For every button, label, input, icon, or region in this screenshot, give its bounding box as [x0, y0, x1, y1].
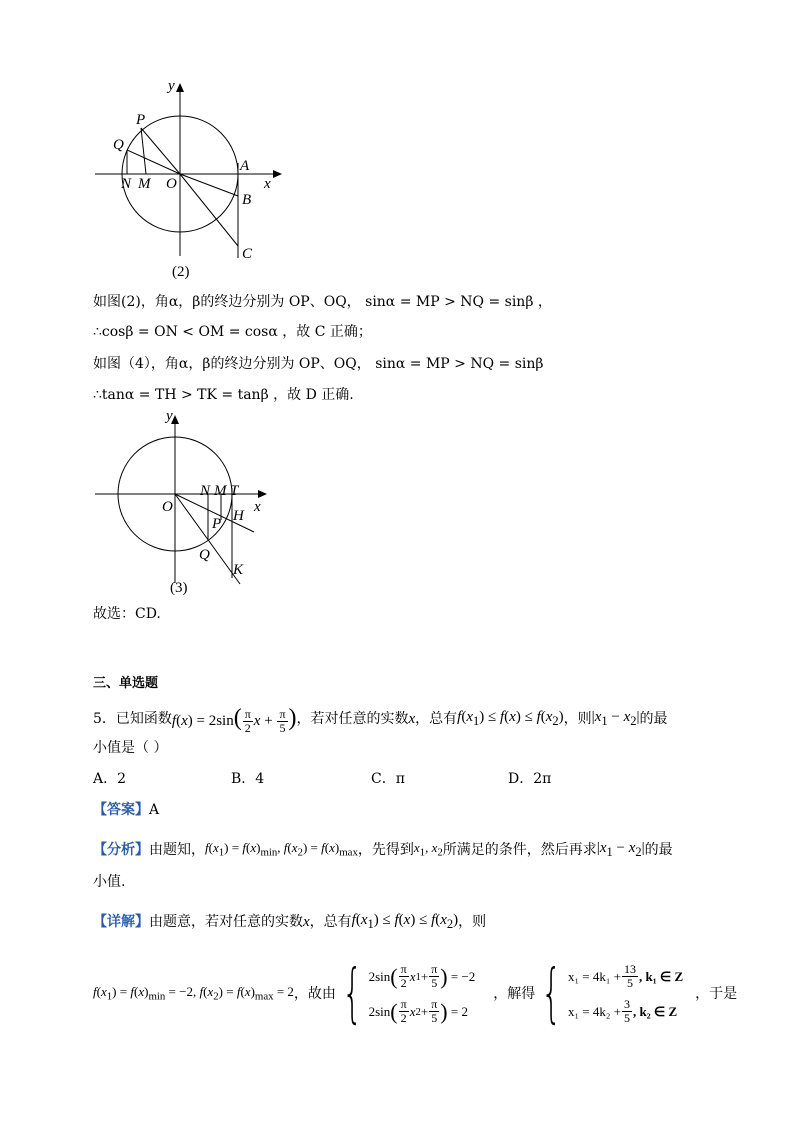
q5-line-1: [93, 700, 668, 738]
y-axis-arrow: [176, 83, 184, 92]
text-line-1: 如图(2)，角α，β的终边分别为 OP、OQ， sinα = MP > NQ = sinβ ，: [93, 294, 552, 310]
analysis-text-d: 的最: [644, 842, 673, 859]
label-k: K: [233, 562, 244, 578]
option-c: C．π: [371, 771, 405, 787]
label-x: x: [254, 499, 261, 515]
detail-tag: 【详解】: [93, 914, 149, 930]
option-a: A．2: [93, 771, 127, 787]
label-p: P: [212, 516, 222, 532]
label-y: y: [168, 78, 175, 94]
label-m: M: [138, 176, 151, 192]
seg-mp: [141, 128, 146, 174]
detail-text-b: ，总有: [309, 914, 352, 930]
answer-prev: 故选：CD.: [93, 606, 161, 622]
detail-text-e: ，解得: [493, 986, 536, 1002]
label-o: O: [162, 499, 173, 515]
q5-text-d: ，则: [563, 711, 592, 727]
system-1-eq-2: 2sin ( $\frac{\pi}{2}$ x 2 + $\frac{\pi}{5}$ ) = 2: [368, 997, 468, 1025]
label-a: A: [240, 158, 250, 174]
q5-text-b: ，若对任意的实数: [296, 711, 409, 727]
answer-line: [93, 800, 159, 820]
q5-inequality: $f(x_1) \le f(x) \le f(x_2)$: [457, 709, 564, 728]
system-1: [369, 963, 476, 1025]
q5-text-a: 5．已知函数: [93, 711, 172, 727]
q5-abs: $|x_1 - x_2|$: [591, 709, 640, 728]
text-line-2: ∴cosβ = ON < OM = cosα ，故 C 正确；: [93, 324, 372, 340]
detail-text-a: 由题意，若对任意的实数: [149, 914, 303, 930]
label-o: O: [166, 176, 177, 192]
detail-line-1: [93, 910, 486, 934]
figure-caption: (2): [172, 264, 190, 280]
text-line-4: ∴tanα = TH > TK = tanβ ，故 D 正确.: [93, 387, 354, 403]
q5-function: f(x) = 2sin( $\frac{\pi}{2}$ x + $\frac{\pi}{5}$ ): [171, 704, 297, 735]
system-2: [568, 963, 683, 1025]
q5-line-2: 小值是（ ）: [93, 740, 168, 756]
analysis-text-b: ，先得到: [357, 842, 414, 859]
label-c: C: [242, 246, 253, 262]
x-axis-arrow: [258, 490, 267, 498]
detail-line-2: [93, 952, 737, 1036]
section-title: 三、单选题: [93, 676, 159, 691]
detail-eq-left: $f(x_1) = f(x)_{min} = -2$, $f(x_2) = f(x)_{max} = 2$: [93, 983, 294, 1003]
label-n: N: [200, 483, 211, 499]
label-h: H: [233, 508, 244, 524]
option-d: D．2π: [508, 771, 552, 787]
label-p: P: [136, 112, 146, 128]
q5-text-e: 的最: [639, 711, 668, 727]
analysis-eq: $f(x_1) = f(x)_{min}$, $f(x_2) = f(x)_{max}$: [205, 840, 358, 859]
label-n: N: [121, 176, 132, 192]
analysis-line-1: [93, 838, 673, 863]
text-line-3: 如图（4），角α，β的终边分别为 OP、OQ， sinα = MP > NQ = sinβ: [93, 356, 544, 372]
detail-text-c: ，则: [458, 914, 487, 930]
analysis-line-2: 小值.: [93, 874, 126, 890]
option-b: B．4: [231, 771, 265, 787]
detail-inequality: $f(x_1) \le f(x) \le f(x_2)$: [351, 912, 459, 931]
label-t: T: [230, 483, 239, 499]
answer-value: A: [149, 802, 160, 818]
ray-oq: [127, 150, 180, 174]
system-2-eq-1: x₁ = 4k₁ + $\frac{13}{5}$ , k₁ ∈ Z: [568, 962, 684, 990]
ray-op: [141, 128, 180, 174]
brace-2: {: [541, 957, 562, 1031]
label-x: x: [264, 176, 271, 192]
detail-var-x: x: [303, 914, 310, 930]
analysis-vars: $x_1$, $x_2$: [413, 840, 443, 859]
q5-text-c: ，总有: [415, 711, 458, 727]
label-b: B: [242, 192, 252, 208]
system-2-eq-2: x₁ = 4k₂ + $\frac{3}{5}$ , k₂ ∈ Z: [568, 997, 678, 1025]
figure-2: [90, 78, 290, 286]
brace-1: {: [342, 957, 363, 1031]
detail-text-d: ，故由: [293, 986, 336, 1002]
system-1-eq-1: 2sin ( $\frac{\pi}{2}$ x 1 + $\frac{\pi}{5}$ ) = −2: [368, 962, 476, 990]
answer-tag: 【答案】: [93, 802, 149, 818]
q5-var-x: x: [408, 711, 416, 727]
analysis-abs: $|x_1 - x_2|$: [596, 840, 645, 860]
figure-3: [90, 408, 290, 600]
figure-caption: (3): [170, 580, 188, 596]
label-q: Q: [113, 137, 124, 153]
detail-text-f: ，于是: [695, 986, 738, 1002]
analysis-text-c: 所满足的条件，然后再求: [442, 842, 597, 859]
label-m: M: [214, 483, 227, 499]
label-q: Q: [199, 547, 210, 563]
analysis-tag: 【分析】: [93, 842, 149, 859]
label-y: y: [166, 408, 173, 424]
analysis-text-a: 由题知，: [149, 842, 205, 859]
x-axis-arrow: [273, 170, 282, 178]
